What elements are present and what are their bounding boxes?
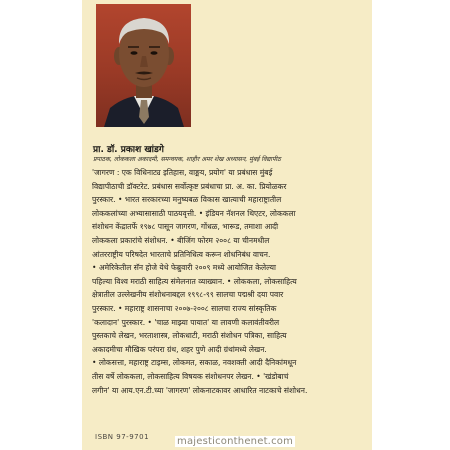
bio-line: 'कलादान' पुरस्कार. • 'चाळ माझ्या पायात' या लावणी कलावंतीवरील [92, 317, 280, 327]
bio-line: • अमेरिकेतील सॅन होजे येथे फेब्रुवारी २००९ मध्ये आयोजित केलेल्या [92, 263, 276, 273]
bio-line: विद्यापीठाची डॉक्टरेट. प्रबंधास सर्वोत्कृष्ट प्रबंधाचा प्रा. अ. का. प्रियोळकर [92, 181, 287, 191]
bio-line: क्षेत्रातील उल्लेखनीय संशोधनाबद्दल १९९८-९९ सालचा पद्मश्री दया पवार [92, 290, 284, 300]
bio-line: लोककलांच्या अभ्यासासाठी पाठयवृत्ती. • इंडियन नॅशनल थिएटर, लोककला [92, 208, 296, 218]
bio-line: पुरस्कार. • महाराष्ट्र शासनाचा २००७-२००८ सालचा राज्य सांस्कृतिक [92, 303, 277, 313]
author-designation: प्रपाठक, लोककला अकादमी, समन्वयक, शाहीर अमर शेख अध्यासन, मुंबई विद्यापीठ [93, 156, 281, 163]
bio-line: लोककला प्रकारांचे संशोधन. • बीजिंग फोरम २००८ या चीनमधील [92, 235, 270, 245]
author-portrait-image [96, 4, 191, 127]
bio-line: तीस वर्षे लोककला, लोकसाहित्य विषयक संशोधनपर लेखन. • 'खंडोबाचं [92, 371, 289, 381]
bio-line: पुरस्कार. • भारत सरकारच्या मनुष्यबळ विकास खात्याची महाराष्ट्रातील [92, 195, 282, 205]
bio-line: आंतरराष्ट्रीय परिषदेत भारताचे प्रतिनिधित्व करून शोधनिबंध वाचन. [92, 249, 271, 259]
bio-line: लगीन' या आय.एन.टी.च्या 'जागरण' लोकनाटकावर आधारित नाटकाचे संशोधन. [92, 385, 308, 395]
bio-line: संशोधन केंद्रातर्फे १९७८ पासून जागरण, गोंधळ, भारूड, तमाशा आदी [92, 222, 279, 232]
bio-line: अकादमीचा मौखिक परंपरा ग्रंथ, शहर पुणे आदी ग्रंथांमध्ये लेखन. [92, 344, 267, 354]
author-biography [92, 166, 368, 418]
website-watermark: majesticonthenet.com [177, 436, 294, 447]
bio-line: पुस्तकाचे लेखन, भरताशास्त्र, लोकधाटी, मराठी संशोधन पत्रिका, साहित्य [92, 331, 287, 341]
bio-line: 'जागरण : एक विधिनाट्य इतिहास, वाङ्मय, प्रयोग' या प्रबंधास मुंबई [92, 168, 273, 177]
bio-line: पहिल्या विश्व मराठी साहित्य संमेलनात व्याख्यान. • लोककला, लोकसाहित्य [92, 276, 297, 286]
bio-line: • लोकसत्ता, महाराष्ट्र टाइम्स, लोकमत, सकाळ, नवशक्ती आदी दैनिकांमधून [92, 358, 297, 368]
author-photo [96, 4, 191, 127]
isbn-text: ISBN 97-9701 [95, 433, 150, 441]
author-name: प्रा. डॉ. प्रकाश खांडगे [93, 145, 164, 155]
